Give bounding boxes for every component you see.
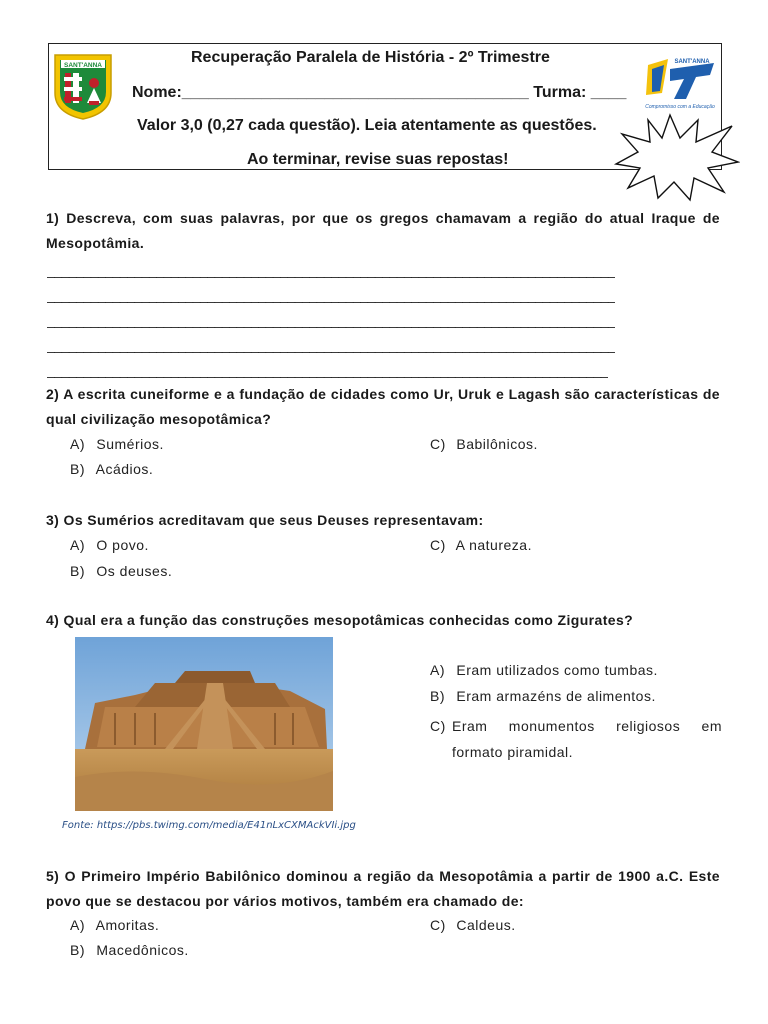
option-text: O povo. xyxy=(96,537,149,553)
option-text: Sumérios. xyxy=(96,436,164,452)
option-text: Babilônicos. xyxy=(456,436,538,452)
answer-line-1[interactable]: ______________________________________________________________________________ xyxy=(47,262,616,278)
answer-line-2[interactable]: ______________________________________________________________________________ xyxy=(47,287,616,303)
option-label: C) xyxy=(430,718,446,734)
q4-option-b[interactable] xyxy=(430,688,656,704)
option-text: Eram armazéns de alimentos. xyxy=(456,688,656,704)
q3-option-b[interactable] xyxy=(70,563,172,579)
answer-line-4[interactable]: ______________________________________________________________________________ xyxy=(47,337,616,353)
image-source-caption: Fonte: https://pbs.twimg.com/media/E41nLxCXMAckVIi.jpg xyxy=(62,820,356,831)
option-label: C) xyxy=(430,436,446,452)
q4-option-a[interactable] xyxy=(430,662,658,678)
option-text: Caldeus. xyxy=(456,917,516,933)
question-2-text: 2) A escrita cuneiforme e a fundação de cidades como Ur, Uruk e Lagash são características de qual civilização mesopotâmica? xyxy=(46,386,720,427)
school-shield-logo xyxy=(53,53,113,121)
option-label: B) xyxy=(430,688,445,704)
logo-tagline: Compromisso com a Educação xyxy=(645,104,715,110)
q5-option-b[interactable] xyxy=(70,942,189,958)
option-label: B) xyxy=(70,563,85,579)
option-label: A) xyxy=(430,662,445,678)
option-label: A) xyxy=(70,436,85,452)
option-text: A natureza. xyxy=(455,537,532,553)
ziggurat-photo xyxy=(75,637,333,811)
q2-option-b[interactable] xyxy=(70,461,153,477)
option-label: C) xyxy=(430,917,446,933)
question-4-text: 4) Qual era a função das construções mesopotâmicas conhecidas como Zigurates? xyxy=(46,612,634,628)
q2-option-a[interactable] xyxy=(70,436,164,452)
option-text: Eram utilizados como tumbas. xyxy=(456,662,658,678)
q2-option-c[interactable] xyxy=(430,436,538,452)
answer-line-5[interactable]: _____________________________________________________________________________ xyxy=(47,362,609,378)
question-1-text: 1) Descreva, com suas palavras, por que os gregos chamavam a região do atual Iraque de Mesopotâmia. xyxy=(46,210,720,251)
worksheet-title: Recuperação Paralela de História - 2º Trimestre xyxy=(191,49,550,66)
school-logo-17 xyxy=(640,55,720,113)
name-class-line: Nome:_______________________________________ Turma: ____ xyxy=(132,84,627,101)
value-line: Valor 3,0 (0,27 cada questão). Leia atentamente as questões. xyxy=(137,117,597,134)
q3-option-a[interactable] xyxy=(70,537,149,553)
q5-option-c[interactable] xyxy=(430,917,516,933)
q3-option-c[interactable] xyxy=(430,537,532,553)
option-label: B) xyxy=(70,942,85,958)
q4-option-c[interactable] xyxy=(430,713,722,765)
question-5-text: 5) O Primeiro Império Babilônico dominou a região da Mesopotâmia a partir de 1900 a.C. Este povo que se destacou por vários motivos, também era chamado de: xyxy=(46,868,720,909)
option-label: B) xyxy=(70,461,85,477)
option-label: A) xyxy=(70,917,85,933)
answer-line-3[interactable]: ______________________________________________________________________________ xyxy=(47,312,616,328)
q5-option-a[interactable] xyxy=(70,917,159,933)
option-label: A) xyxy=(70,537,85,553)
option-text: Amoritas. xyxy=(95,917,160,933)
question-3-text: 3) Os Sumérios acreditavam que seus Deuses representavam: xyxy=(46,512,484,528)
logo-name-text: SANT'ANNA xyxy=(674,59,710,65)
finish-instruction: Ao terminar, revise suas repostas! xyxy=(247,151,509,168)
option-text: Eram monumentos religiosos em formato piramidal. xyxy=(452,718,722,760)
option-text: Os deuses. xyxy=(96,563,173,579)
starburst-shape xyxy=(612,112,740,202)
shield-logo-text: SANT'ANNA xyxy=(63,62,103,69)
option-text: Macedônicos. xyxy=(96,942,189,958)
option-text: Acádios. xyxy=(95,461,154,477)
option-label: C) xyxy=(430,537,446,553)
